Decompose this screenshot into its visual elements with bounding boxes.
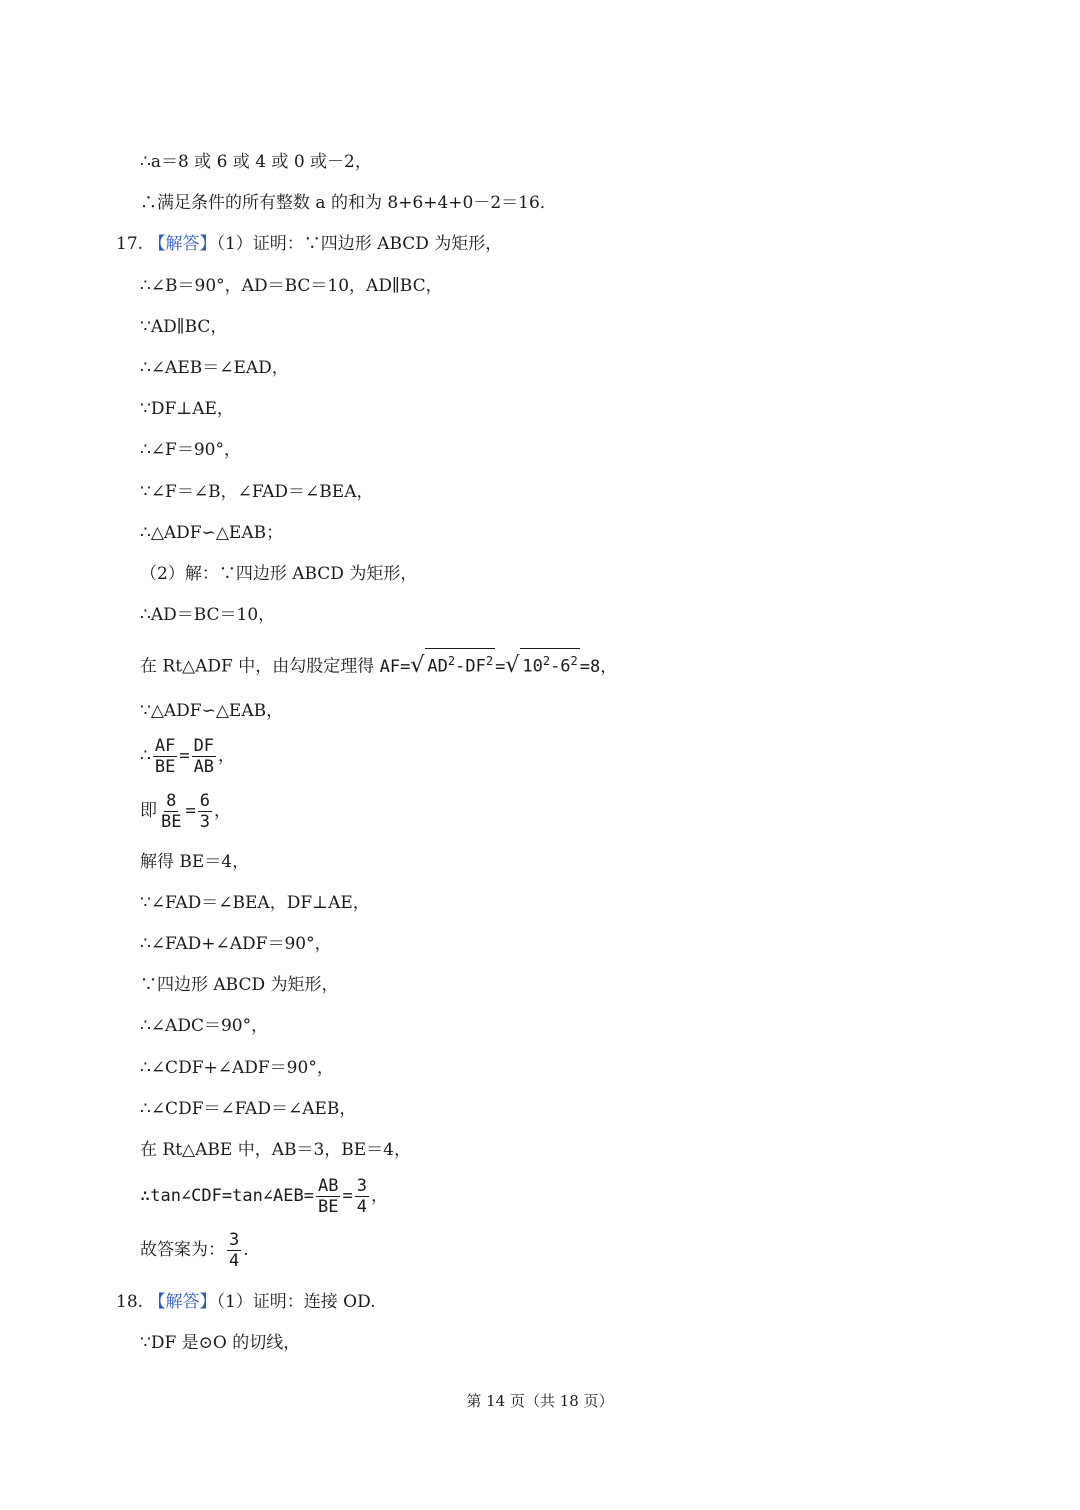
denominator: 4 <box>229 1251 240 1271</box>
fraction <box>316 1176 340 1217</box>
pythagoras-line <box>140 648 617 679</box>
text-line: ∴∠AEB＝∠EAD， <box>140 358 289 378</box>
text-fragment: 即 <box>140 801 157 821</box>
numerator: 3 <box>356 1176 367 1196</box>
fraction <box>153 736 177 777</box>
text-line: ∵DF⊥AE， <box>140 399 234 419</box>
numerator: DF <box>193 736 215 756</box>
numerator: 8 <box>166 791 177 811</box>
answer-tag: 【解答】 <box>148 234 217 254</box>
tangent-line <box>140 1176 388 1217</box>
equals-sign: = <box>400 656 411 677</box>
equals-sign: = <box>342 1186 353 1206</box>
radicand <box>425 648 495 679</box>
text-line: 解得 BE＝4， <box>140 852 250 872</box>
denominator: BE <box>161 812 182 832</box>
text-line: 在 Rt△ABE 中，AB＝3，BE＝4， <box>140 1140 411 1160</box>
text-line: ∴∠F＝90°， <box>140 440 241 460</box>
question-18-header <box>116 1290 376 1314</box>
numerator: AF <box>154 736 176 756</box>
math-term: AF <box>379 656 401 677</box>
text-fragment: ， <box>213 801 231 821</box>
text-line: ∴∠ADC＝90°， <box>140 1016 269 1036</box>
text-line: ∴∠FAD+∠ADF＝90°， <box>140 934 332 954</box>
numerator: 6 <box>199 791 210 811</box>
math-expression: ∴tan∠CDF=tan∠AEB= <box>140 1186 314 1206</box>
text-fragment: 故答案为： <box>140 1240 225 1260</box>
fraction <box>355 1176 369 1217</box>
text-line: ∵四边形 ABCD 为矩形， <box>140 975 339 995</box>
sqrt-icon: √ <box>505 652 520 678</box>
exponent: 2 <box>447 654 456 668</box>
text-fragment: ， <box>370 1186 388 1206</box>
text-fragment: . <box>243 1240 249 1260</box>
exponent: 2 <box>542 654 551 668</box>
text-line: ∵∠F＝∠B，∠FAD＝∠BEA， <box>140 482 374 502</box>
text-line: ∵∠FAD＝∠BEA，DF⊥AE， <box>140 893 370 913</box>
exponent: 2 <box>570 654 578 668</box>
ratio-line <box>140 736 235 777</box>
answer-line <box>140 1230 249 1271</box>
math-term: -DF <box>455 656 486 677</box>
equals-sign: = <box>179 746 190 766</box>
fraction <box>159 791 183 832</box>
text-line: ∴△ADF∽△EAB； <box>140 523 284 543</box>
fraction <box>198 791 212 832</box>
fraction <box>192 736 216 777</box>
text-line: （1）证明：∵四边形 ABCD 为矩形， <box>216 234 503 254</box>
answer-tag: 【解答】 <box>148 1292 217 1312</box>
text-fragment: ， <box>218 746 236 766</box>
fraction <box>227 1230 241 1271</box>
denominator: BE <box>154 757 176 777</box>
text-line: ∴∠CDF＝∠FAD＝∠AEB， <box>140 1099 357 1119</box>
equals-sign: = <box>185 801 196 821</box>
text-line: ∴∠CDF+∠ADF＝90°， <box>140 1058 334 1078</box>
text-line: （1）证明：连接 OD. <box>216 1292 376 1312</box>
math-term: 10 <box>522 656 543 677</box>
question-17-header <box>116 232 502 256</box>
math-expression <box>379 652 618 678</box>
exponent: 2 <box>485 654 494 668</box>
text-line: （2）解：∵四边形 ABCD 为矩形， <box>140 564 418 584</box>
question-number: 18. <box>116 1292 144 1312</box>
text-line: ∵DF 是⊙O 的切线， <box>140 1333 301 1353</box>
math-term: =8， <box>579 656 618 677</box>
denominator: 4 <box>356 1197 367 1217</box>
text-fragment: 在 Rt△ADF 中，由勾股定理得 <box>140 656 375 677</box>
equals-sign: = <box>495 656 506 677</box>
numerator: 3 <box>229 1230 240 1250</box>
text-line: ∴AD＝BC＝10， <box>140 605 276 625</box>
math-term: AD <box>427 656 448 677</box>
page-footer: 第 14 页（共 18 页） <box>466 1392 614 1410</box>
text-line: ∴a＝8 或 6 或 4 或 0 或－2， <box>140 152 372 172</box>
sqrt-icon: √ <box>410 652 425 678</box>
text-line: ∴满足条件的所有整数 a 的和为 8+6+4+0－2＝16． <box>140 193 557 213</box>
math-term: -6 <box>550 656 571 677</box>
question-number: 17. <box>116 234 144 254</box>
text-line: ∴∠B＝90°，AD＝BC＝10，AD∥BC， <box>140 276 443 296</box>
text-line: ∵△ADF∽△EAB， <box>140 701 284 721</box>
radicand <box>520 648 579 679</box>
text-fragment: ∴ <box>140 746 151 766</box>
text-line: ∵AD∥BC， <box>140 317 228 337</box>
denominator: 3 <box>199 812 210 832</box>
numerator: AB <box>318 1176 339 1196</box>
denominator: BE <box>318 1197 339 1217</box>
denominator: AB <box>193 757 215 777</box>
ratio-line <box>140 791 231 832</box>
